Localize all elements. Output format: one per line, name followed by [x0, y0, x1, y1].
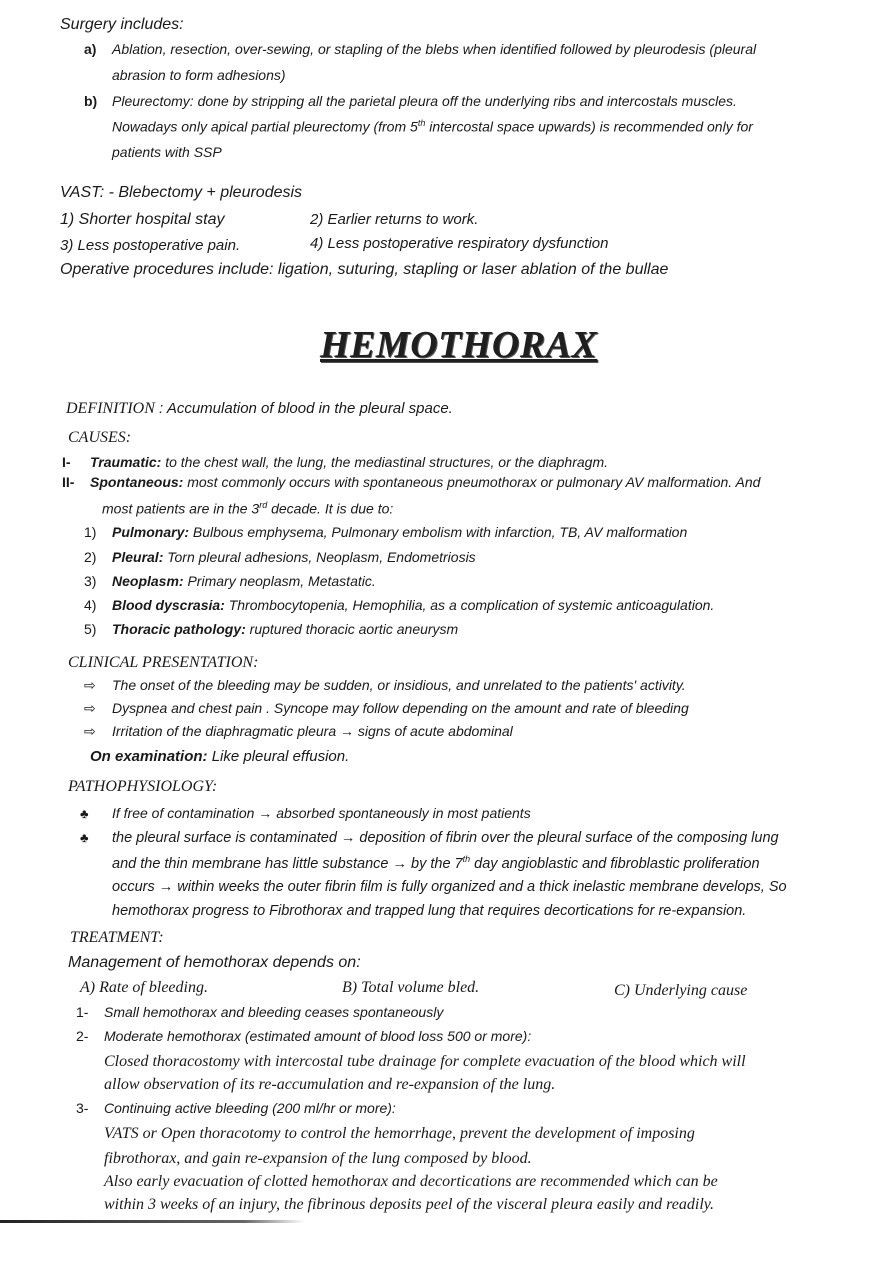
patho-text: the pleural surface is contaminated → deposition of fibrin over the pleural surface of the composing lung [112, 830, 779, 846]
text-run: most patients are in the 3 [102, 500, 260, 517]
definition-text: : Accumulation of blood in the pleural space. [154, 400, 453, 417]
cause-text: Primary neoplasm, Metastatic. [183, 573, 376, 589]
arrow-right-icon: ⇨ [84, 723, 96, 739]
text-run: day angioblastic and fibroblastic proliferation [470, 855, 760, 872]
cause-text: ruptured thoracic aortic aneurysm [245, 621, 459, 637]
factor-b: B) Total volume bled. [342, 979, 480, 996]
superscript: th [417, 118, 426, 128]
patho-item-2-line4: hemothorax progress to Fibrothorax and trapped lung that requires decortications for re-expansion. [112, 903, 747, 919]
text-run: Nowadays only apical partial pleurectomy (from 5 [112, 118, 418, 135]
list-marker: II- [62, 474, 75, 490]
clinical-item [84, 701, 689, 715]
surgery-a-line1: Ablation, resection, over-sewing, or stapling of the blebs when identified followed by pleurodesis (pleural [112, 41, 757, 57]
cause-label: Neoplasm: [112, 573, 184, 589]
club-bullet-icon: ♣ [80, 830, 89, 845]
clinical-text: Dyspnea and chest pain . Syncope may follow depending on the amount and rate of bleeding [112, 700, 689, 716]
patho-item-1 [80, 806, 531, 820]
surgery-heading: Surgery includes: [60, 16, 184, 33]
superscript: th [462, 854, 471, 864]
surgery-b-line1: Pleurectomy: done by stripping all the parietal pleura off the underlying ribs and intercostals muscles. [112, 93, 737, 109]
factor-a: A) Rate of bleeding. [80, 979, 208, 996]
treatment-step-3-line3: fibrothorax, and gain re-expansion of the lung composed by blood. [104, 1150, 532, 1167]
text-run: intercostal space upwards) is recommended only for [425, 118, 753, 135]
cause-list-item [84, 550, 476, 564]
list-marker: 2) [84, 549, 97, 565]
clinical-heading: CLINICAL PRESENTATION: [68, 654, 259, 671]
list-marker: 3- [76, 1100, 89, 1116]
arrow-right-icon: ⇨ [84, 677, 96, 693]
clinical-text: The onset of the bleeding may be sudden, or insidious, and unrelated to the patients' activity. [112, 677, 686, 693]
clinical-item [84, 724, 513, 738]
superscript: rd [259, 500, 268, 510]
examination [90, 749, 349, 764]
patho-item-2 [80, 831, 779, 846]
operative-procedures: Operative procedures include: ligation, suturing, stapling or laser ablation of the bullae [60, 261, 669, 278]
cause-list-item [84, 574, 376, 588]
text-run: decade. It is due to: [267, 500, 394, 517]
patho-text: If free of contamination → absorbed spontaneously in most patients [112, 805, 531, 821]
cause-text: Bulbous emphysema, Pulmonary embolism with infarction, TB, AV malformation [189, 524, 688, 540]
patho-item-2-line2 [112, 855, 760, 871]
list-marker: a) [84, 41, 97, 57]
cause-label: Thoracic pathology: [112, 621, 246, 637]
clinical-text: Irritation of the diaphragmatic pleura → signs of acute abdominal [112, 723, 513, 739]
text-run: and the thin membrane has little substance → by the 7 [112, 855, 463, 872]
factor-c: C) Underlying cause [614, 982, 748, 999]
cause-text: to the chest wall, the lung, the mediastinal structures, or the diaphragm. [161, 454, 609, 470]
step-text: Small hemothorax and bleeding ceases spontaneously [104, 1004, 444, 1020]
patho-heading: PATHOPHYSIOLOGY: [68, 778, 218, 795]
vast-item-1: 1) Shorter hospital stay [60, 211, 225, 228]
vast-heading: VAST: - Blebectomy + pleurodesis [60, 184, 303, 201]
surgery-b-line2 [112, 119, 753, 134]
cause-label: Traumatic: [90, 454, 162, 470]
treatment-heading: TREATMENT: [70, 929, 164, 946]
vast-item-3: 3) Less postoperative pain. [60, 237, 241, 254]
step-text: Continuing active bleeding (200 ml/hr or more): [104, 1100, 396, 1116]
treatment-step-2-line2: Closed thoracostomy with intercostal tube drainage for complete evacuation of the blood which will [104, 1053, 746, 1070]
treatment-step-3-line5: within 3 weeks of an injury, the fibrinous deposits peel of the visceral pleura easily and readily. [104, 1196, 714, 1213]
list-marker: 1) [84, 524, 97, 540]
vast-item-4: 4) Less postoperative respiratory dysfunction [310, 235, 609, 252]
exam-text: Like pleural effusion. [207, 748, 350, 765]
arrow-right-icon: ⇨ [84, 700, 96, 716]
list-marker: b) [84, 93, 98, 109]
treatment-step-2-line3: allow observation of its re-accumulation and re-expansion of the lung. [104, 1076, 556, 1093]
treatment-step-3-line4: Also early evacuation of clotted hemothorax and decortications are recommended which can be [104, 1173, 718, 1190]
cause-spontaneous-line2 [102, 501, 393, 516]
causes-heading: CAUSES: [68, 429, 132, 446]
club-bullet-icon: ♣ [80, 806, 89, 821]
list-marker: 2- [76, 1028, 89, 1044]
list-marker: 1- [76, 1004, 89, 1020]
surgery-item-b [84, 94, 737, 108]
page-title: HEMOTHORAX [320, 324, 598, 366]
cause-label: Pulmonary: [112, 524, 190, 540]
exam-label: On examination: [90, 748, 208, 765]
surgery-item-a [84, 42, 756, 56]
list-marker: 4) [84, 597, 97, 613]
treatment-step-3-line2: VATS or Open thoracotomy to control the hemorrhage, prevent the development of imposing [104, 1125, 695, 1142]
cause-text: most commonly occurs with spontaneous pneumothorax or pulmonary AV malformation. And [183, 474, 761, 490]
cause-traumatic [62, 455, 608, 469]
cause-label: Spontaneous: [90, 474, 184, 490]
list-marker: 5) [84, 621, 97, 637]
definition-label: DEFINITION [66, 400, 155, 417]
treatment-step-1 [76, 1005, 443, 1019]
scan-edge-line [0, 1220, 305, 1223]
surgery-b-line3: patients with SSP [112, 144, 222, 160]
cause-label: Blood dyscrasia: [112, 597, 225, 613]
vast-item-2: 2) Earlier returns to work. [310, 211, 479, 228]
surgery-a-line2: abrasion to form adhesions) [112, 67, 286, 83]
list-marker: I- [62, 454, 71, 470]
patho-item-2-line3: occurs → within weeks the outer fibrin film is fully organized and a thick inelastic membrane develops, So [112, 879, 787, 895]
cause-list-item [84, 525, 687, 539]
treatment-step-2 [76, 1029, 531, 1043]
definition [66, 401, 453, 417]
clinical-item [84, 678, 686, 692]
treatment-intro: Management of hemothorax depends on: [68, 954, 361, 971]
cause-text: Torn pleural adhesions, Neoplasm, Endometriosis [163, 549, 476, 565]
cause-list-item [84, 622, 458, 636]
cause-spontaneous [62, 475, 760, 489]
cause-list-item [84, 598, 714, 612]
step-text: Moderate hemothorax (estimated amount of blood loss 500 or more): [104, 1028, 532, 1044]
cause-label: Pleural: [112, 549, 164, 565]
list-marker: 3) [84, 573, 97, 589]
cause-text: Thrombocytopenia, Hemophilia, as a complication of systemic anticoagulation. [224, 597, 715, 613]
treatment-step-3 [76, 1101, 396, 1115]
